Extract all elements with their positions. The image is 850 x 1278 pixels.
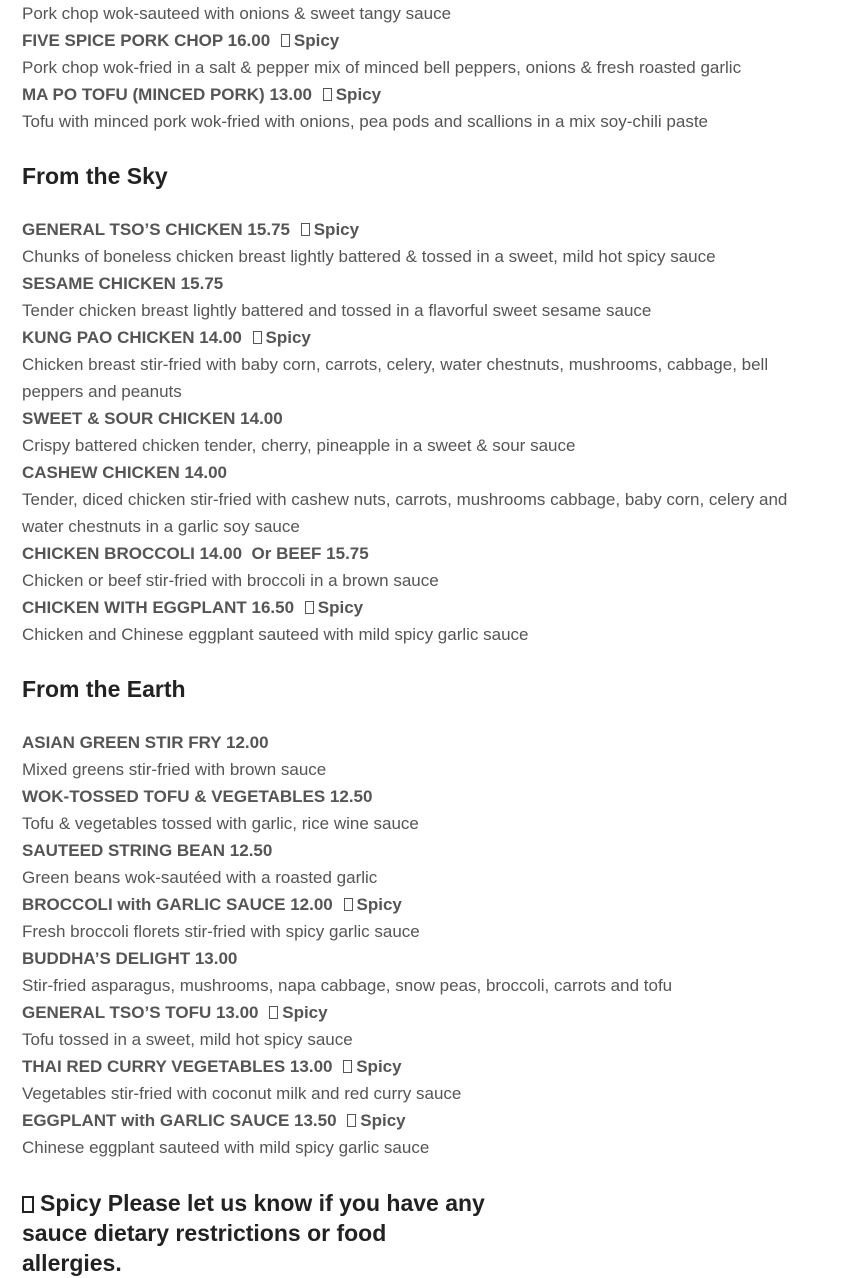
menu-item-description: Chicken breast stir-fried with baby corn, carrots, celery, water chestnuts, mushrooms, cabbage, bell peppers and peanuts (22, 355, 769, 401)
spicy-tag (343, 1057, 401, 1076)
menu-item-name (22, 891, 402, 918)
spicy-tag (305, 598, 363, 617)
menu-item-name (22, 270, 223, 297)
pepper-icon (281, 34, 290, 47)
spicy-label: Spicy (356, 1057, 402, 1076)
menu-item-description: Vegetables stir-fried with coconut milk and red curry sauce (22, 1084, 462, 1103)
pepper-icon (22, 1196, 34, 1213)
menu-item-description: Pork chop wok-sauteed with onions & sweet tangy sauce (22, 4, 452, 23)
menu-item-title: CASHEW CHICKEN 14.00 (22, 463, 227, 482)
menu-item-title: FIVE SPICE PORK CHOP 16.00 (22, 31, 271, 50)
menu-item-name (22, 81, 381, 108)
menu-item-name (22, 783, 372, 810)
menu-item-name (22, 459, 227, 486)
pepper-icon (305, 601, 314, 614)
section-title-sky: From the Sky (22, 163, 168, 189)
menu-item-title: BUDDHA’S DELIGHT 13.00 (22, 949, 238, 968)
menu-item-name (22, 540, 369, 567)
pepper-icon (347, 1114, 356, 1127)
pepper-icon (344, 898, 353, 911)
menu-item-title: THAI RED CURRY VEGETABLES 13.00 (22, 1057, 333, 1076)
pepper-icon (253, 331, 262, 344)
menu-item-description: Chicken and Chinese eggplant sauteed with mild spicy garlic sauce (22, 625, 529, 644)
menu-item-name (22, 837, 272, 864)
menu-item-name (22, 999, 328, 1026)
spicy-tag (344, 895, 402, 914)
pepper-icon (301, 223, 310, 236)
menu-item-name (22, 405, 283, 432)
pepper-icon (343, 1060, 352, 1073)
dietary-note (22, 1188, 492, 1278)
menu-item-title: EGGPLANT with GARLIC SAUCE 13.50 (22, 1111, 337, 1130)
pepper-icon (269, 1006, 278, 1019)
menu-item-title: KUNG PAO CHICKEN 14.00 (22, 328, 242, 347)
menu-item-description: Chinese eggplant sauteed with mild spicy garlic sauce (22, 1138, 430, 1157)
menu-item-title: GENERAL TSO’S TOFU 13.00 (22, 1003, 259, 1022)
menu-item-title: GENERAL TSO’S CHICKEN 15.75 (22, 220, 290, 239)
menu-item-name (22, 594, 363, 621)
spicy-label: Spicy (282, 1003, 328, 1022)
menu-item-title: SAUTEED STRING BEAN 12.50 (22, 841, 273, 860)
menu-item-name (22, 27, 339, 54)
menu-item-description: Chunks of boneless chicken breast lightly battered & tossed in a sweet, mild hot spicy sauce (22, 247, 716, 266)
menu-item-name (22, 945, 237, 972)
spicy-label: Spicy (313, 220, 360, 239)
pepper-icon (323, 88, 332, 101)
menu-item-description: Mixed greens stir-fried with brown sauce (22, 760, 327, 779)
spicy-tag (281, 31, 339, 50)
spicy-tag (253, 328, 311, 347)
dietary-note-line-2: sauce dietary restrictions or food allergies. (22, 1220, 387, 1276)
menu-item-title: SESAME CHICKEN 15.75 (22, 274, 224, 293)
spicy-tag (323, 85, 381, 104)
section-title-earth: From the Earth (22, 676, 186, 702)
menu-item-title: MA PO TOFU (MINCED PORK) 13.00 (22, 85, 312, 104)
menu-item-description: Stir-fried asparagus, mushrooms, napa cabbage, snow peas, broccoli, carrots and tofu (22, 976, 673, 995)
menu-item-description: Tofu & vegetables tossed with garlic, rice wine sauce (22, 814, 419, 833)
spicy-tag (269, 1003, 327, 1022)
menu-item-description: Tofu tossed in a sweet, mild hot spicy sauce (22, 1030, 353, 1049)
menu-item-title: BROCCOLI with GARLIC SAUCE 12.00 (22, 895, 333, 914)
menu-item-name (22, 1107, 406, 1134)
dietary-note-text-1: Spicy Please let us know if you have any (40, 1190, 485, 1216)
menu-item-name (22, 324, 311, 351)
spicy-label: Spicy (265, 328, 311, 347)
spicy-tag (301, 220, 359, 239)
dietary-note-line-1 (22, 1188, 492, 1218)
spicy-label: Spicy (356, 895, 402, 914)
spicy-label: Spicy (317, 598, 364, 617)
menu-item-description: Tofu with minced pork wok-fried with onions, pea pods and scallions in a mix soy-chili paste (22, 112, 708, 131)
spicy-tag (347, 1111, 405, 1130)
menu-item-description: Tender chicken breast lightly battered and tossed in a flavorful sweet sesame sauce (22, 301, 652, 320)
menu-item-name (22, 216, 359, 243)
spicy-label: Spicy (335, 85, 382, 104)
menu-item-description: Chicken or beef stir-fried with broccoli in a brown sauce (22, 571, 439, 590)
menu-item-title: CHICKEN WITH EGGPLANT 16.50 (22, 598, 295, 617)
spicy-label: Spicy (293, 31, 340, 50)
menu-item-description: Crispy battered chicken tender, cherry, pineapple in a sweet & sour sauce (22, 436, 576, 455)
menu-item-title: ASIAN GREEN STIR FRY 12.00 (22, 733, 269, 752)
menu-item-name (22, 1053, 402, 1080)
menu-item-description: Fresh broccoli florets stir-fried with spicy garlic sauce (22, 922, 420, 941)
menu-item-description: Tender, diced chicken stir-fried with cashew nuts, carrots, mushrooms cabbage, baby corn, celery and water chestnuts in a garlic soy sauce (22, 490, 788, 536)
menu-item-title: CHICKEN BROCCOLI 14.00 Or BEEF 15.75 (22, 544, 369, 563)
menu-item-name (22, 729, 269, 756)
menu-item-title: WOK-TOSSED TOFU & VEGETABLES 12.50 (22, 787, 373, 806)
spicy-label: Spicy (360, 1111, 406, 1130)
menu-item-description: Green beans wok-sautéed with a roasted garlic (22, 868, 378, 887)
menu-item-description: Pork chop wok-fried in a salt & pepper mix of minced bell peppers, onions & fresh roasted garlic (22, 58, 742, 77)
menu-item-title: SWEET & SOUR CHICKEN 14.00 (22, 409, 283, 428)
